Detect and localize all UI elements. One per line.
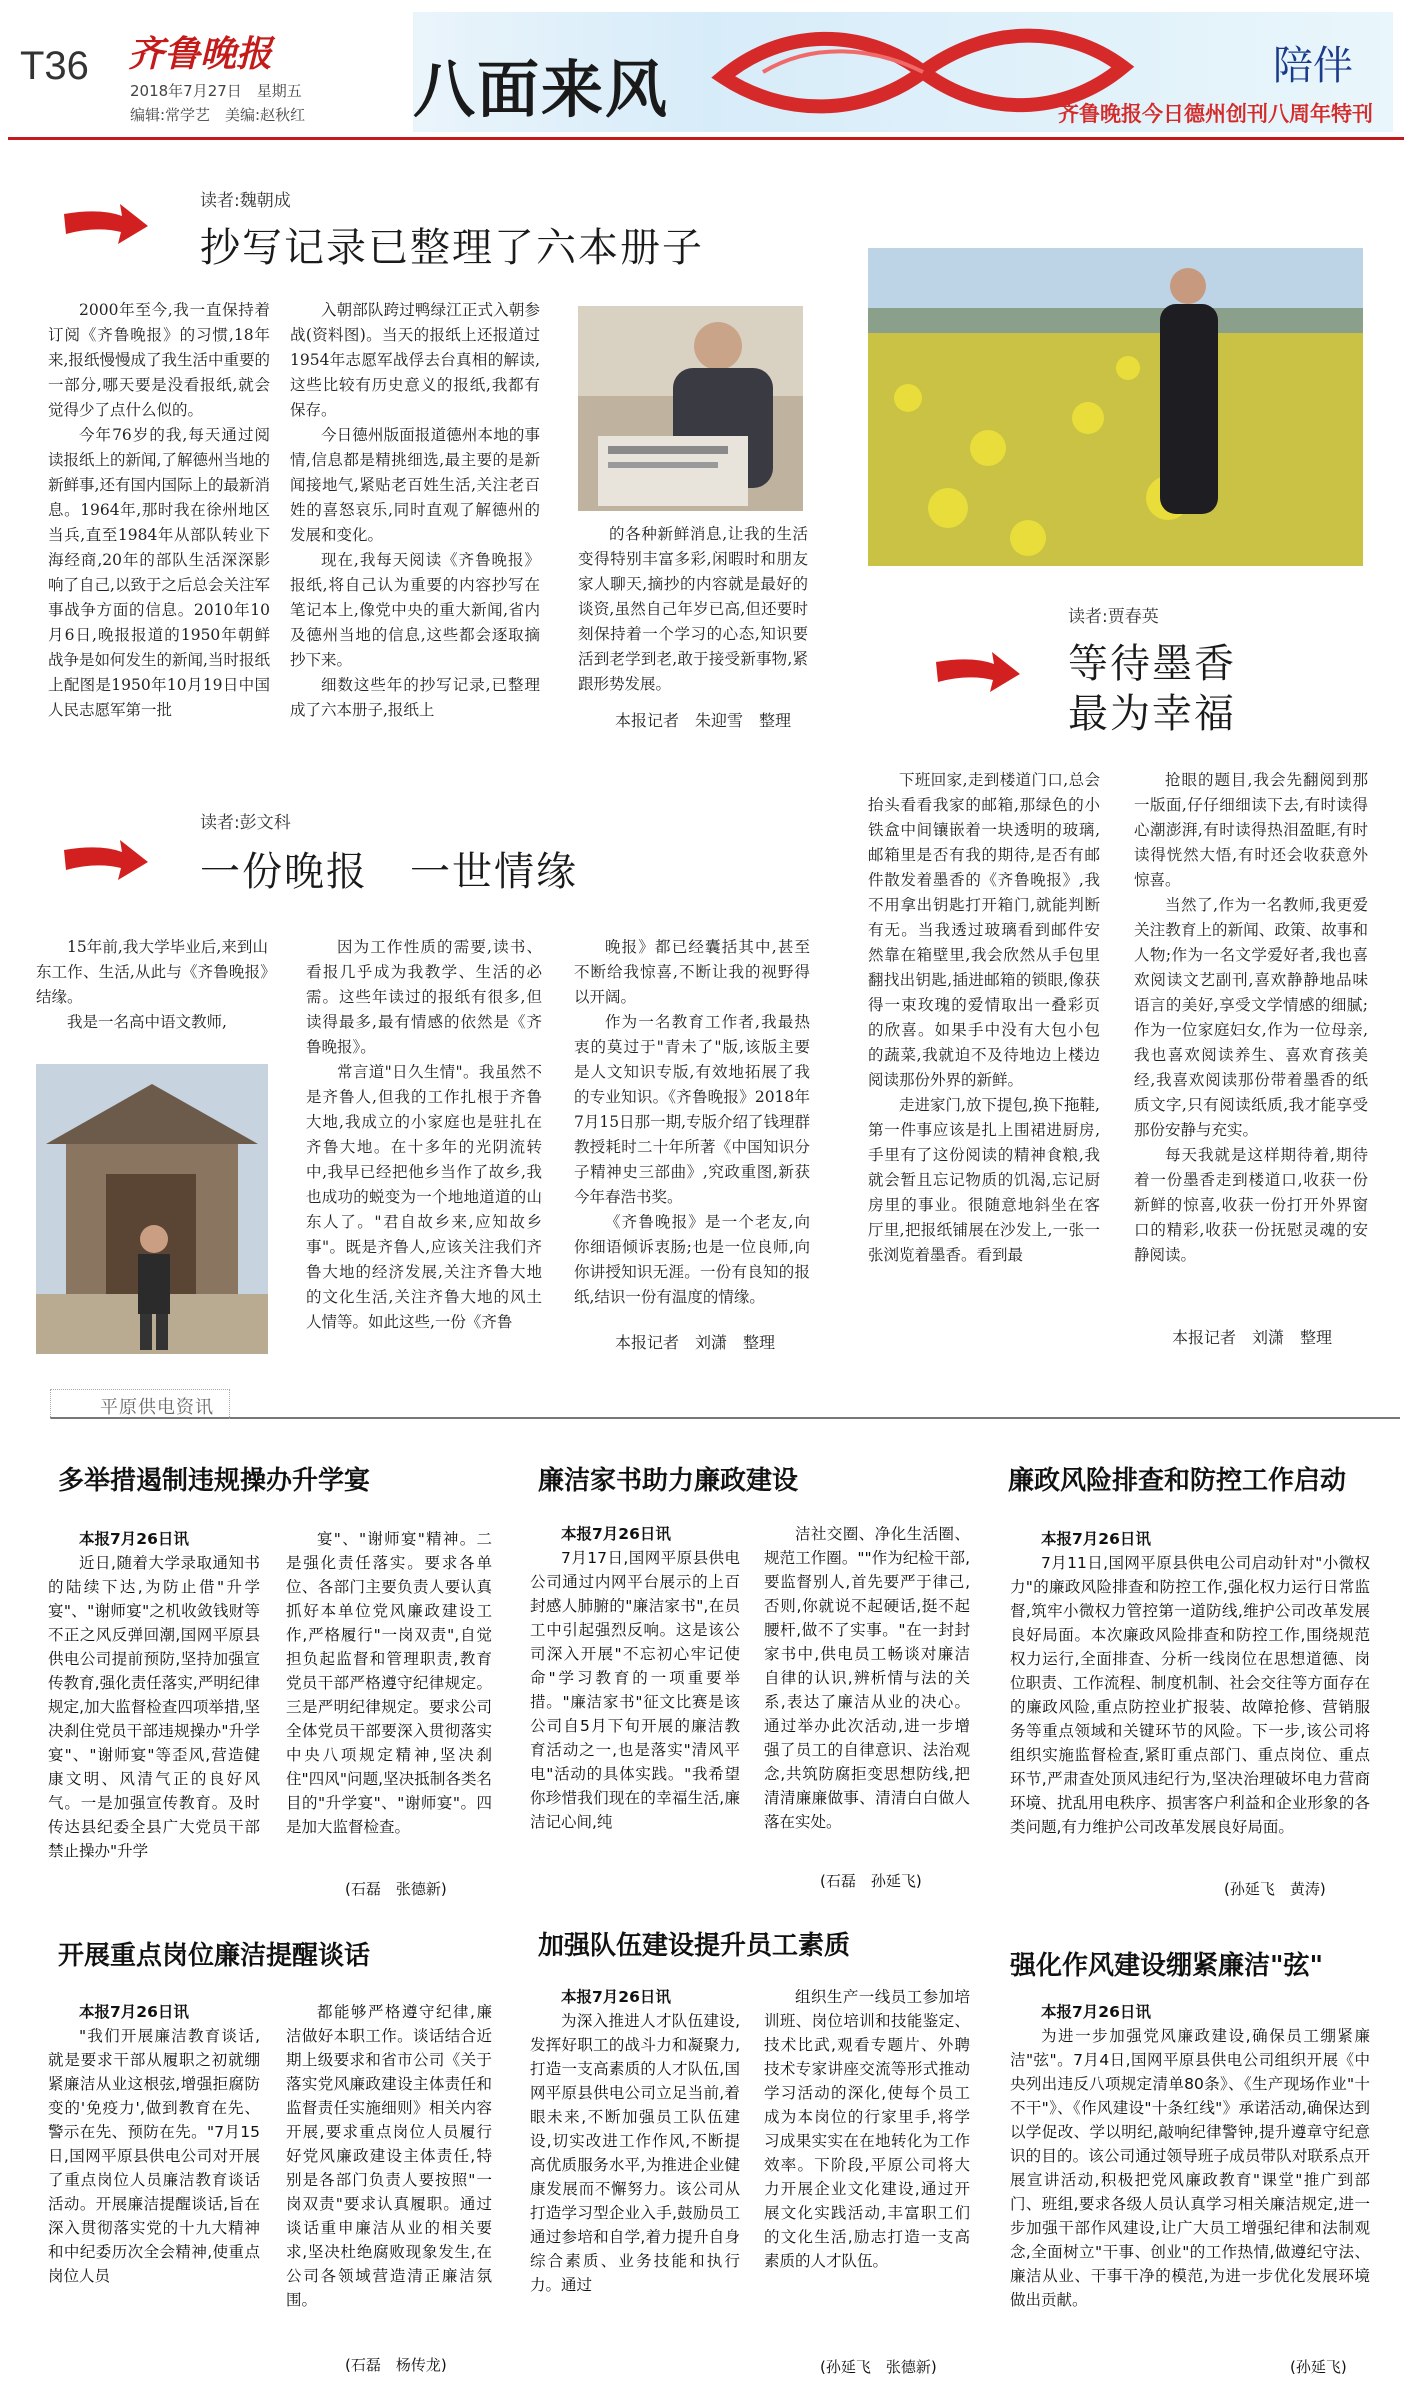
article-body-col2: 抢眼的题目,我会先翻阅到那一版面,仔仔细细读下去,有时读得心潮澎湃,有时读得热泪盈眶,有时读得恍然大悟,有时还会收获意外惊喜。 当然了,作为一名教师,我更爱关注教育上的新闻、政策、故事和人物;作为一名文学爱好者,我也喜欢阅读文艺副刊,喜欢静静地品味语言的美好,享受文学情感的细腻;作为一位家庭妇女,作为一位母亲,我也喜欢阅读养生、喜欢育孩美经,我喜欢阅读那份带着墨香的纸质文字,只有阅读纸质,我才能享受那份安静与充实。 每天我就是这样期待着,期待着一份墨香走到楼道口,收获一份新鲜的惊喜,收获一份打开外界窗口的精彩,收获一份抚慰灵魂的安静阅读。 [1134,771,1368,1264]
news-byline: (孙延飞) [1290,2358,1347,2376]
reader-photo [868,248,1363,566]
news-title: 开展重点岗位廉洁提醒谈话 [58,1941,371,1971]
editor-credit: 编辑:常学艺 美编:赵秋红 [130,106,306,124]
article-body-col2: 因为工作性质的需要,读书、看报几乎成为我教学、生活的必需。这些年读过的报纸有很多,但读得最多,最有情感的依然是《齐鲁晚报》。 常言道"日久生情"。我虽然不是齐鲁人,但我的工作扎根于齐鲁大地,我成立的小家庭也是驻扎在齐鲁大地。在十多年的光阴流转中,我早已经把他乡当作了故乡,我也成功的蜕变为一个地地道道的山东人了。"君自故乡来,应知故乡事"。既是齐鲁人,应该关注我们齐鲁大地的经济发展,关注齐鲁大地的文化生活,关注齐鲁大地的风土人情等。如此这些,一份《齐鲁 [306,938,542,1331]
news-byline: (孙延飞 黄涛) [1224,1880,1326,1898]
news-byline: (石磊 杨传龙) [345,2356,447,2374]
page-number: T36 [20,44,89,88]
article-byline: 本报记者 刘潇 整理 [1172,1328,1333,1347]
news-body-col1: 本报7月26日讯 "我们开展廉洁教育谈话,就是要求干部从履职之初就绷紧廉洁从业这根弦,增强拒腐防变的'免疫力',做到教育在先、警示在先、预防在先。"7月15日,国网平原县供电公司对开展了重点岗位人员廉洁教育谈话活动。开展廉洁提醒谈话,旨在深入贯彻落实党的十九大精神和中纪委历次全会精神,使重点岗位人员 [48,2003,260,2285]
issue-date: 2018年7月27日 星期五 [130,82,302,100]
news-body-col1: 本报7月26日讯 为进一步加强党风廉政建设,确保员工绷紧廉洁"弦"。7月4日,国网平原县供电公司组织开展《中央列出违反八项规定清单80条》、《生产现场作业"十不干"》、《作风建设"十条红线"》承诺活动,确保达到以学促改、学以明纪,敲响纪律警钟,提升遵章守纪意识的目的。该公司通过领导班子成员带队对联系点开展宣讲活动,积极把党风廉政教育"课堂"推广到部门、班组,要求各级人员认真学习相关廉洁规定,进一步加强干部作风建设,让广大员工增强纪律和法制观念,全面树立"干事、创业"的工作热情,做遵纪守法、廉洁从业、干事干净的模范,为进一步优化发展环境做出贡献。 [1010,2003,1370,2309]
article-byline: 本报记者 朱迎雪 整理 [615,711,792,730]
news-title: 多举措遏制违规操办升学宴 [58,1466,371,1496]
news-title: 强化作风建设绷紧廉洁"弦" [1010,1951,1324,1981]
article-title: 抄写记录已整理了六本册子 [200,225,704,271]
special-issue-label: 齐鲁晚报今日德州创刊八周年特刊 [1058,102,1373,126]
reader-name: 读者:贾春英 [1068,607,1159,627]
section-label: 平原供电资讯 [100,1397,214,1418]
news-body-col1: 本报7月26日讯 7月11日,国网平原县供电公司启动针对"小微权力"的廉政风险排查和防控工作,强化权力运行日常监督,筑牢小微权力管控第一道防线,维护公司改革发展良好局面。本次廉政风险排查和防控工作,围绕规范权力运行,全面排查、分析一线岗位在思想道德、岗位职责、工作流程、制度机制、社会交往等方面存在的廉政风险,重点防控业扩报装、故障抢修、营销服务等重点领域和关键环节的风险。下一步,该公司将组织实施监督检查,紧盯重点部门、重点岗位、重点环节,严肃查处顶风违纪行为,坚决治理破坏电力营商环境、扰乱用电秩序、损害客户利益和企业形象的各类问题,有力维护公司改革发展良好局面。 [1010,1530,1370,1836]
page-header [8,4,1404,140]
reader-name: 读者:魏朝成 [200,191,291,211]
red-arrow-icon [60,200,150,248]
news-byline: (石磊 张德新) [345,1880,447,1898]
reader-photo [36,1064,268,1354]
news-body-col2: 组织生产一线员工参加培训班、岗位培训和技能鉴定、技术比武,观看专题片、外聘技术专家讲座交流等形式推动学习活动的深化,使每个员工成为本岗位的行家里手,将学习成果实实在在地转化为工作效率。下阶段,平原公司将大力开展企业文化建设,通过开展文化实践活动,丰富职工们的文化生活,励志打造一支高素质的人才队伍。 [764,1988,970,2270]
article-body-col1: 2000年至今,我一直保持着订阅《齐鲁晚报》的习惯,18年来,报纸慢慢成了我生活中重要的一部分,哪天要是没看报纸,就会觉得少了点什么似的。 今年76岁的我,每天通过阅读报纸上的新闻,了解德州当地的新鲜事,还有国内国际上的最新消息。1964年,那时我在徐州地区当兵,直至1984年从部队转业下海经商,20年的部队生活深深影响了自己,以致于之后总会关注军事战争方面的信息。2010年10月6日,晚报报道的1950年朝鲜战争是如何发生的新闻,当时报纸上配图是1950年10月19日中国人民志愿军第一批 [48,301,270,719]
news-body-col1: 本报7月26日讯 为深入推进人才队伍建设,发挥好职工的战斗力和凝聚力,打造一支高素质的人才队伍,国网平原县供电公司立足当前,着眼未来,不断加强员工队伍建设,切实改进工作作风,不断提高优质服务水平,为推进企业健康发展而不懈努力。该公司从打造学习型企业入手,鼓励员工通过参培和自学,着力提升自身综合素质、业务技能和执行力。通过 [530,1988,740,2294]
article-body-col1: 15年前,我大学毕业后,来到山东工作、生活,从此与《齐鲁晚报》结缘。 我是一名高中语文教师, [36,938,268,1031]
news-body-col2: 宴"、"谢师宴"精神。二是强化责任落实。要求各单位、各部门主要负责人要认真抓好本单位党风廉政建设工作,严格履行"一岗双责",自觉担负起监督和管理职责,教育党员干部严格遵守纪律规定。三是严明纪律规定。要求公司全体党员干部要深入贯彻落实中央八项规定精神,坚决刹住"四风"问题,坚决抵制各类名目的"升学宴"、"谢师宴"。四是加大监督检查。 [286,1530,492,1836]
article-body-col2: 入朝部队跨过鸭绿江正式入朝参战(资料图)。当天的报纸上还报道过1954年志愿军战俘去台真相的解读,这些比较有历史意义的报纸,我都有保存。 今日德州版面报道德州本地的事情,信息都是精挑细选,最主要的是新闻接地气,紧贴老百姓生活,关注老百姓的喜怒哀乐,同时直观了解德州的发展和变化。 现在,我每天阅读《齐鲁晚报》报纸,将自己认为重要的内容抄写在笔记本上,像党中央的重大新闻,省内及德州当地的信息,这些都会逐取摘抄下来。 细数这些年的抄写记录,已整理成了六本册子,报纸上 [290,301,540,719]
news-body-col2: 都能够严格遵守纪律,廉洁做好本职工作。谈话结合近期上级要求和省市公司《关于落实党风廉政建设主体责任和监督责任实施细则》相关内容开展,要求重点岗位人员履行好党风廉政建设主体责任,特别是各部门负责人要按照"一岗双责"要求认真履职。通过谈话重申廉洁从业的相关要求,坚决杜绝腐败现象发生,在公司各领域营造清正廉洁氛围。 [286,2003,492,2309]
section-banner [413,12,1393,132]
news-title: 加强队伍建设提升员工素质 [538,1931,851,1961]
section-strip [50,1393,1400,1419]
red-arrow-icon [932,648,1022,696]
news-title: 廉洁家书助力廉政建设 [538,1466,799,1496]
reader-name: 读者:彭文科 [200,813,291,833]
news-body-col1: 本报7月26日讯 近日,随着大学录取通知书的陆续下达,为防止借"升学宴"、"谢师宴"之机收敛钱财等不正之风反弹回潮,国网平原县供电公司提前预防,坚持加强宣传教育,强化责任落实,严明纪律规定,加大监督检查四项举措,坚决刹住党员干部违规操办"升学宴"、"谢师宴"等歪风,营造健康文明、风清气正的良好风气。一是加强宣传教育。及时传达县纪委全县广大党员干部禁止操办"升学 [48,1530,260,1860]
section-name: 陪伴 [1273,43,1353,89]
article-title-line2: 最为幸福 [1068,691,1236,737]
article-title-line1: 等待墨香 [1068,641,1236,687]
banner-title: 八面来风 [413,53,670,126]
news-title: 廉政风险排查和防控工作启动 [1008,1466,1347,1496]
reader-photo [578,306,803,511]
article-body-col3: 晚报》都已经囊括其中,甚至不断给我惊喜,不断让我的视野得以开阔。 作为一名教育工作者,我最热衷的莫过于"青未了"版,该版主要是人文知识专版,有效地拓展了我的专业知识。《齐鲁晚报》2018年7月15日那一期,专版介绍了钱理群教授耗时二十年所著《中国知识分子精神史三部曲》,究政重图,新获今年春浩书奖。 《齐鲁晚报》是一个老友,向你细语倾诉衷肠;也是一位良师,向你讲授知识无涯。一份有良知的报纸,结识一份有温度的情缘。 [574,938,811,1306]
article-body-col3: 的各种新鲜消息,让我的生活变得特别丰富多彩,闲暇时和朋友家人聊天,摘抄的内容就是最好的谈资,虽然自己年岁已高,但还要时刻保持着一个学习的心态,知识要活到老学到老,敢于接受新事物,紧跟形势发展。 [578,525,808,693]
news-byline: (石磊 孙延飞) [820,1872,922,1890]
news-body-col2: 洁社交圈、净化生活圈、规范工作圈。""作为纪检干部,要监督别人,首先要严于律己,否则,你就说不起硬话,挺不起腰杆,做不了实事。"在一封封家书中,供电员工畅谈对廉洁自律的认识,辨析情与法的关系,表达了廉洁从业的决心。通过举办此次活动,进一步增强了员工的自律意识、法治观念,共筑防腐拒变思想防线,把清清廉廉做事、清清白白做人落在实处。 [764,1525,970,1831]
article-title: 一份晚报 一世情缘 [200,849,578,895]
newspaper-logo: 齐鲁晚报 [128,33,273,75]
article-byline: 本报记者 刘潇 整理 [615,1333,776,1352]
news-byline: (孙延飞 张德新) [820,2358,937,2376]
article-body-col1: 下班回家,走到楼道门口,总会抬头看看我家的邮箱,那绿色的小铁盒中间镶嵌着一块透明的玻璃,邮箱里是否有我的期待,是否有邮件散发着墨香的《齐鲁晚报》,我不用拿出钥匙打开箱门,就能判断有无。当我透过玻璃看到邮件安然靠在箱壁里,我会欣然从手包里翻找出钥匙,插进邮箱的锁眼,像获得一束玫瑰的爱情取出一叠彩页的欣喜。如果手中没有大包小包的蔬菜,我就迫不及待地边上楼边阅读那份外界的新鲜。 走进家门,放下提包,换下拖鞋,第一件事应该是扎上围裙进厨房,手里有了这份阅读的精神食粮,我就会暂且忘记物质的饥渴,忘记厨房里的事业。很随意地斜坐在客厅里,把报纸铺展在沙发上,一张一张浏览着墨香。看到最 [868,771,1100,1264]
news-body-col1: 本报7月26日讯 7月17日,国网平原县供电公司通过内网平台展示的上百封感人肺腑的"廉洁家书",在员工中引起强烈反响。这是该公司深入开展"不忘初心牢记使命"学习教育的一项重要举措。"廉洁家书"征文比赛是该公司自5月下旬开展的廉洁教育活动之一,也是落实"清风平电"活动的具体实践。"我希望你珍惜我们现在的幸福生活,廉洁记心间,纯 [530,1525,740,1831]
red-arrow-icon [60,836,150,884]
